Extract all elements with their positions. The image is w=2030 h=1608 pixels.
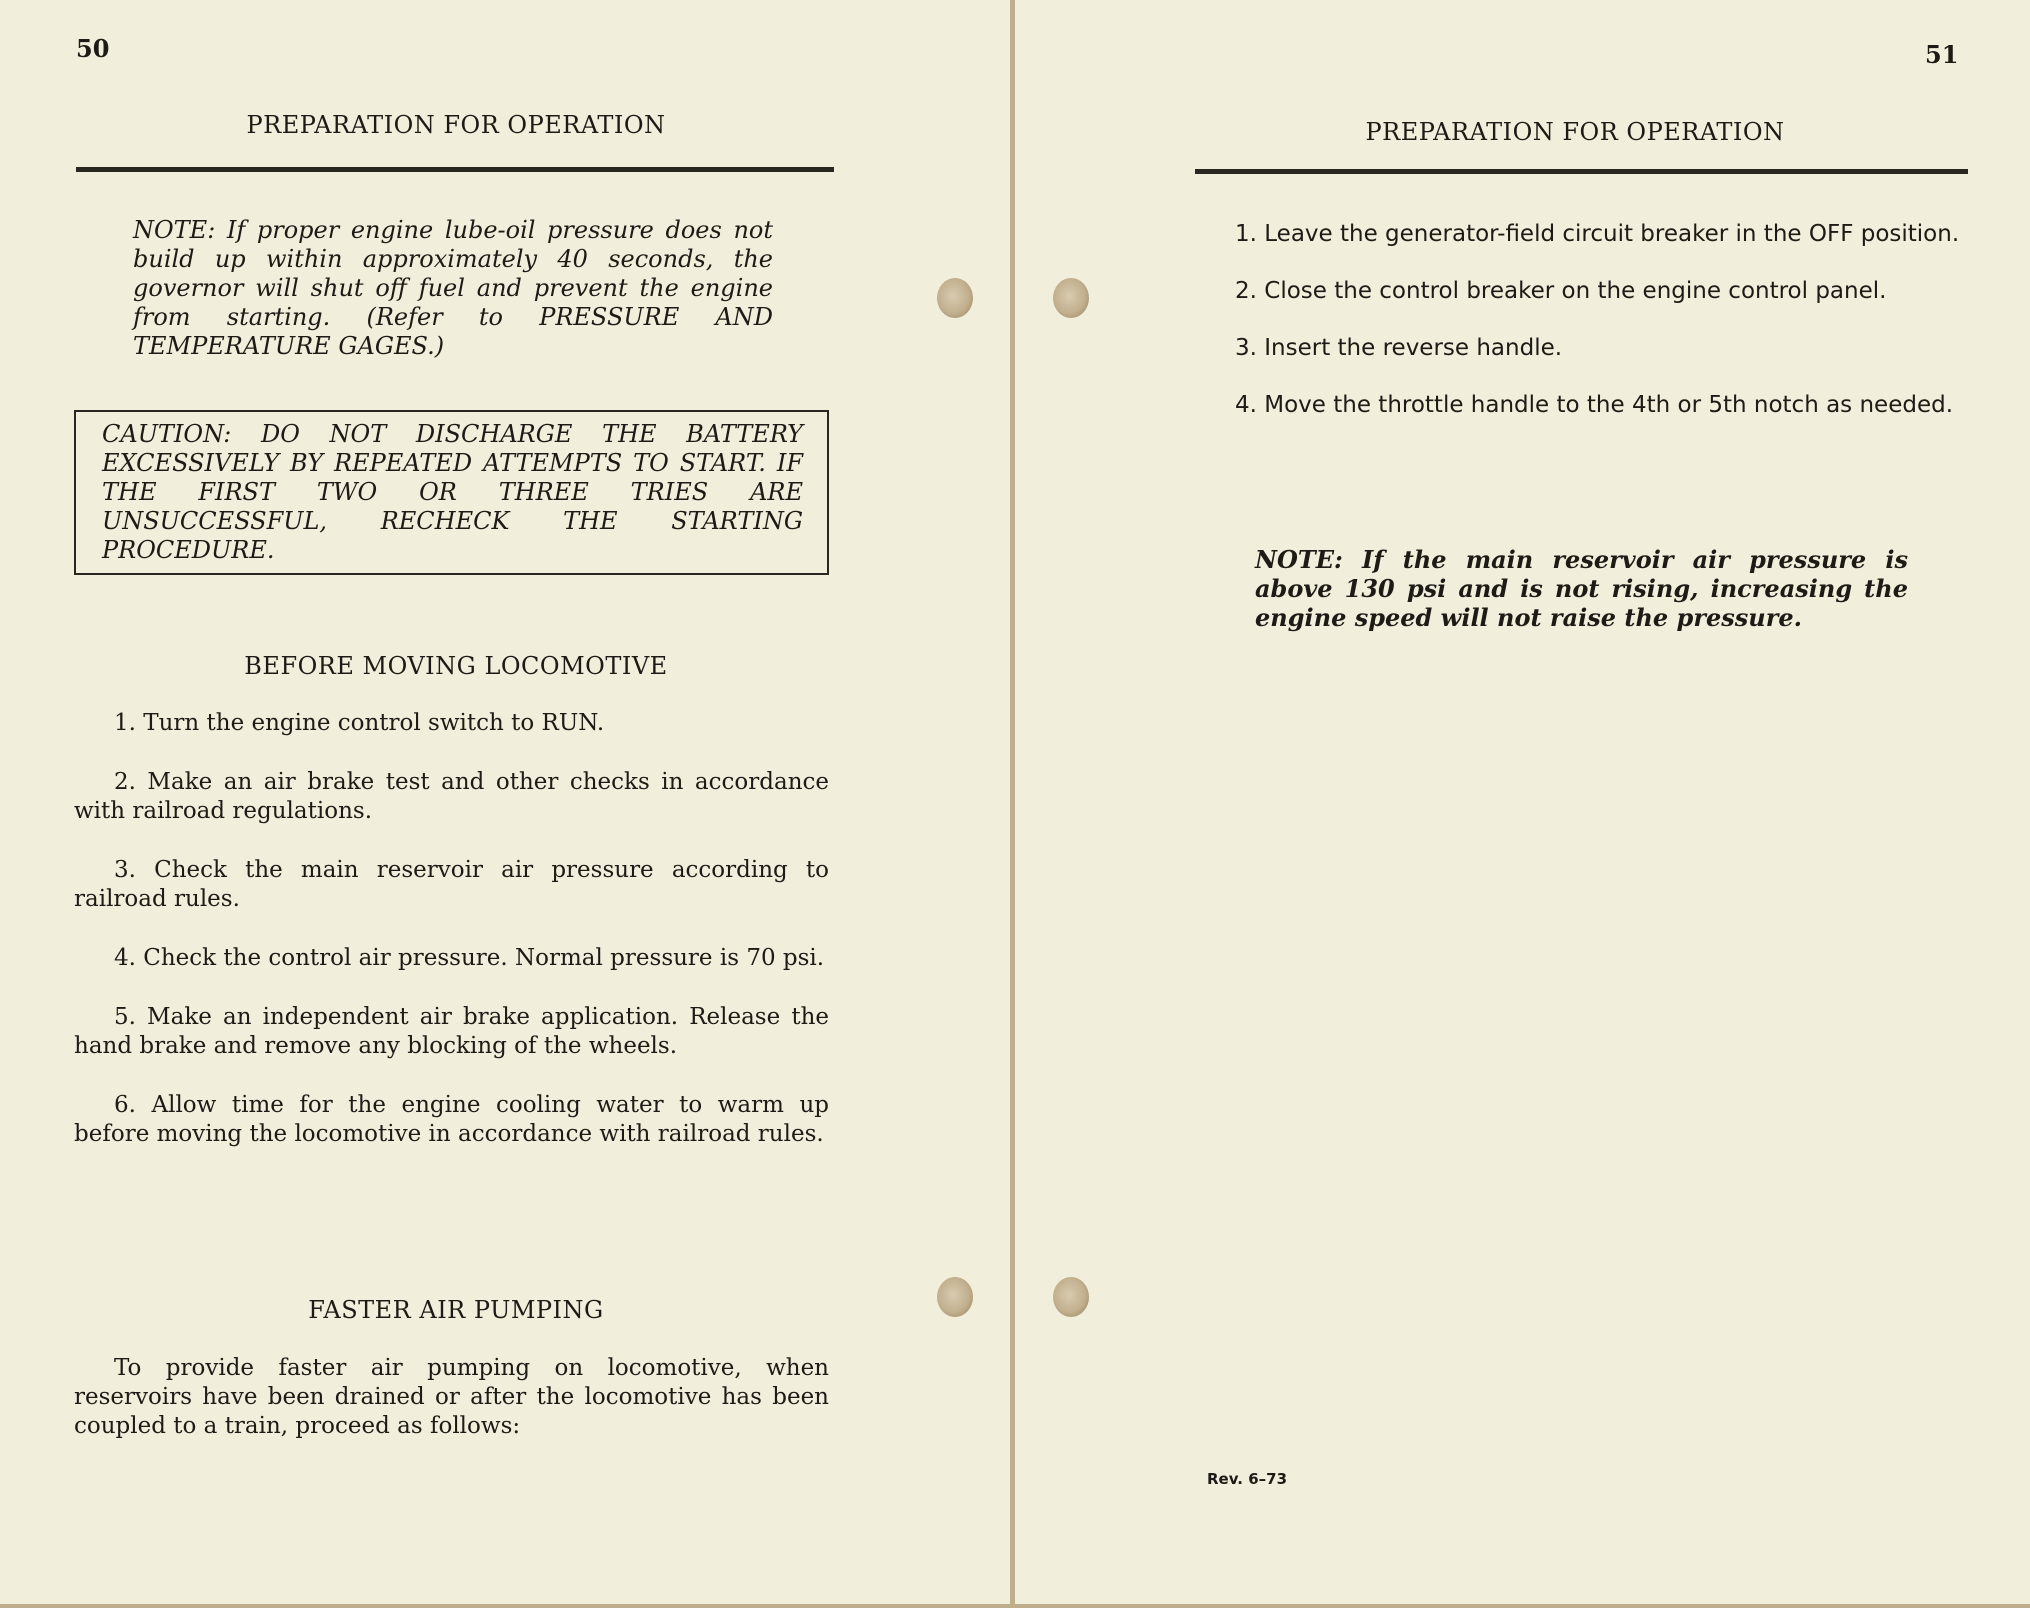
note-text: NOTE: If the main reservoir air pressure is above 130 psi and is not rising, increasing the engine speed will not raise the pressure.: [1255, 545, 1908, 632]
caution-text: CAUTION: DO NOT DISCHARGE THE BATTERY EXCESSIVELY BY REPEATED ATTEMPTS TO START. IF THE FIRST TWO OR THREE TRIES ARE UNSUCCESSFUL, RECHECK THE STARTING PROCEDURE.: [102, 420, 803, 564]
page-number: 50: [76, 34, 110, 63]
paragraph-text: To provide faster air pumping on locomotive, when reservoirs have been drained or after the locomotive has been coupled to a train, proceed as follows:: [74, 1355, 829, 1439]
before-moving-list: [74, 709, 829, 1149]
binder-hole: [1053, 278, 1089, 318]
running-head: PREPARATION FOR OPERATION: [246, 111, 666, 139]
section-heading-before-moving: BEFORE MOVING LOCOMOTIVE: [244, 652, 668, 680]
caution-box: [74, 410, 829, 575]
binder-hole: [937, 278, 973, 318]
list-item: 3. Insert the reverse handle.: [1235, 335, 1563, 361]
list-item: 6. Allow time for the engine cooling water to warm up before moving the locomotive in accordance with railroad rules.: [74, 1092, 829, 1147]
section-heading-faster-air: FASTER AIR PUMPING: [308, 1296, 604, 1324]
list-item: 4. Move the throttle handle to the 4th or 5th notch as needed.: [1235, 392, 1954, 418]
right-page: [1015, 0, 2030, 1604]
faster-air-paragraph: [74, 1354, 829, 1441]
revision-mark: Rev. 6–73: [1207, 1470, 1288, 1488]
page-number: 51: [1925, 40, 1959, 69]
air-pumping-steps: [1195, 220, 1965, 420]
header-rule: [76, 167, 834, 172]
left-page: [0, 0, 1010, 1604]
list-item: 3. Check the main reservoir air pressure according to railroad rules.: [74, 857, 829, 912]
list-item: 2. Close the control breaker on the engine control panel.: [1235, 278, 1887, 304]
binder-hole: [1053, 1277, 1089, 1317]
list-item: 1. Leave the generator-field circuit breaker in the OFF position.: [1235, 221, 1960, 247]
list-item: 2. Make an air brake test and other checks in accordance with railroad regulations.: [74, 769, 829, 824]
list-item: 4. Check the control air pressure. Normal pressure is 70 psi.: [114, 945, 825, 971]
list-item: 5. Make an independent air brake application. Release the hand brake and remove any blocking of the wheels.: [74, 1004, 829, 1059]
running-head: PREPARATION FOR OPERATION: [1365, 118, 1785, 146]
list-item: 1. Turn the engine control switch to RUN.: [114, 710, 605, 736]
note-text: NOTE: If proper engine lube-oil pressure does not build up within approximately 40 seconds, the governor will shut off fuel and prevent the engine from starting. (Refer to PRESSURE AND TEMPERATURE GAGES.): [133, 216, 773, 360]
binder-hole: [937, 1277, 973, 1317]
header-rule: [1195, 169, 1968, 174]
